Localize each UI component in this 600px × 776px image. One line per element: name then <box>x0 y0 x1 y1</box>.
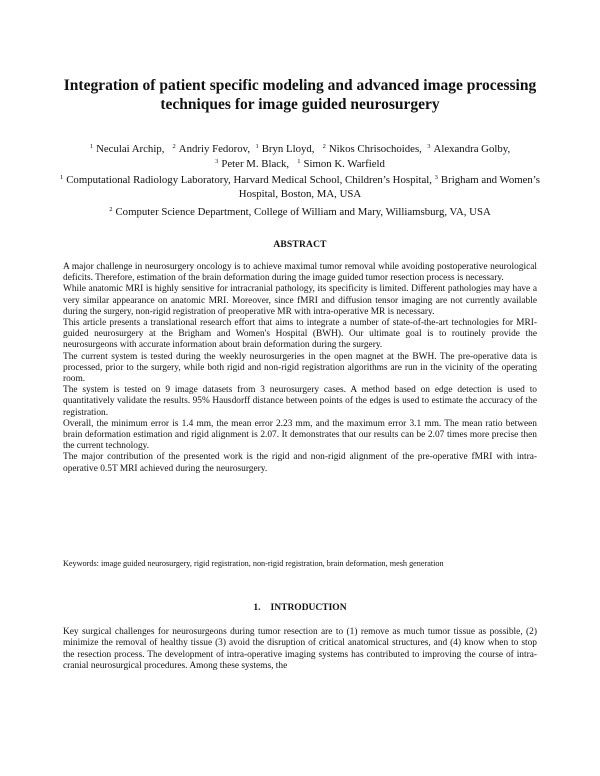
author: $^2$ Andriy Fedorov, <box>172 143 251 155</box>
abstract-paragraph: This article presents a translational research effort that aims to integrate a number of state-of-the-art technologies for MRI-guided neurosurgery at the Brigham and Women's Hospital (BWH). Our ultimate goal is to routinely provide the neurosurgeons with accurate information about brain deformation during the surgery. <box>63 318 537 351</box>
author: $^1$ Bryn Lloyd, <box>255 143 315 155</box>
abstract-paragraph: A major challenge in neurosurgery oncology is to achieve maximal tumor removal while avoiding postoperative neurological deficits. Therefore, estimation of the brain deformation during the image guided tumor resection process is necessary. <box>63 262 537 284</box>
abstract-body <box>63 262 537 475</box>
author: $^2$ Nikos Chrisochoides, <box>322 143 422 155</box>
abstract-heading: ABSTRACT <box>273 240 327 250</box>
section-heading-introduction <box>0 603 600 613</box>
affiliation: $^3$ Brigham and Women’s Hospital, Boston, MA, USA <box>238 174 541 200</box>
author: $^3$ Peter M. Black, <box>215 158 290 170</box>
section-number: 1. <box>253 603 261 613</box>
abstract-paragraph: Overall, the minimum error is 1.4 mm, the mean error 2.23 mm, and the maximum error 3.1 mm. The mean ratio between brain deformation estimation and rigid alignment is 2.07. It demonstrates that our results can be 2.07 times more precise then the current technology. <box>63 418 537 452</box>
abstract-paragraph: The major contribution of the presented work is the rigid and non-rigid alignment of the pre-operative fMRI with intra-operative 0.5T MRI achieved during the neurosurgery. <box>63 452 537 474</box>
author-line-1 <box>50 140 550 156</box>
affiliation: $^2$ Computer Science Department, College of William and Mary, Williamsburg, VA, USA <box>109 206 491 218</box>
keywords: Keywords: image guided neurosurgery, rigid registration, non-rigid registration, brain deformation, mesh generation <box>63 559 444 568</box>
introduction-paragraph: Key surgical challenges for neurosurgeons during tumor resection are to (1) remove as much tumor tissue as possible, (2) minimize the removal of healthy tissue (3) avoid the disruption of critical anatomical structures, and (4) know when to stop the resection process. The development of intra-operative imaging systems has contributed to improving the course of intra-cranial neurosurgical procedures. Among these systems, the <box>63 627 537 671</box>
abstract-paragraph: The system is tested on 9 image datasets from 3 neurosurgery cases. A method based on edge detection is used to quantitatively validate the results. 95% Hausdorff distance between points of the edges is used to estimate the accuracy of the registration. <box>63 385 537 418</box>
affiliations-block <box>50 171 550 201</box>
paper-title: Integration of patient specific modeling and advanced image processing techniques for image guided neurosurgery <box>63 77 537 113</box>
abstract-paragraph: The current system is tested during the weekly neurosurgeries in the open magnet at the BWH. The pre-operative data is processed, prior to the surgery, while both rigid and non-rigid registration algorithms are run in the vicinity of the operating room. <box>63 351 537 385</box>
author-line-2 <box>50 155 550 171</box>
affiliation: $^1$ Computational Radiology Laboratory, Harvard Medical School, Children’s Hospital, <box>59 174 432 186</box>
section-title: INTRODUCTION <box>270 603 347 613</box>
author: $^1$ Simon K. Warfield <box>297 158 385 170</box>
author: $^1$ Neculai Archip, <box>89 143 165 155</box>
affiliation-line-2 <box>50 203 550 219</box>
author: $^3$ Alexandra Golby, <box>427 143 511 155</box>
abstract-paragraph: While anatomic MRI is highly sensitive for intracranial pathology, its specificity is limited. Different pathologies may have a very similar appearance on anatomic MRI. Moreover, since fMRI and diffusion tensor imaging are not currently available during the surgery, non-rigid registration of preoperative MR with intra-operative MR is necessary. <box>63 284 537 317</box>
